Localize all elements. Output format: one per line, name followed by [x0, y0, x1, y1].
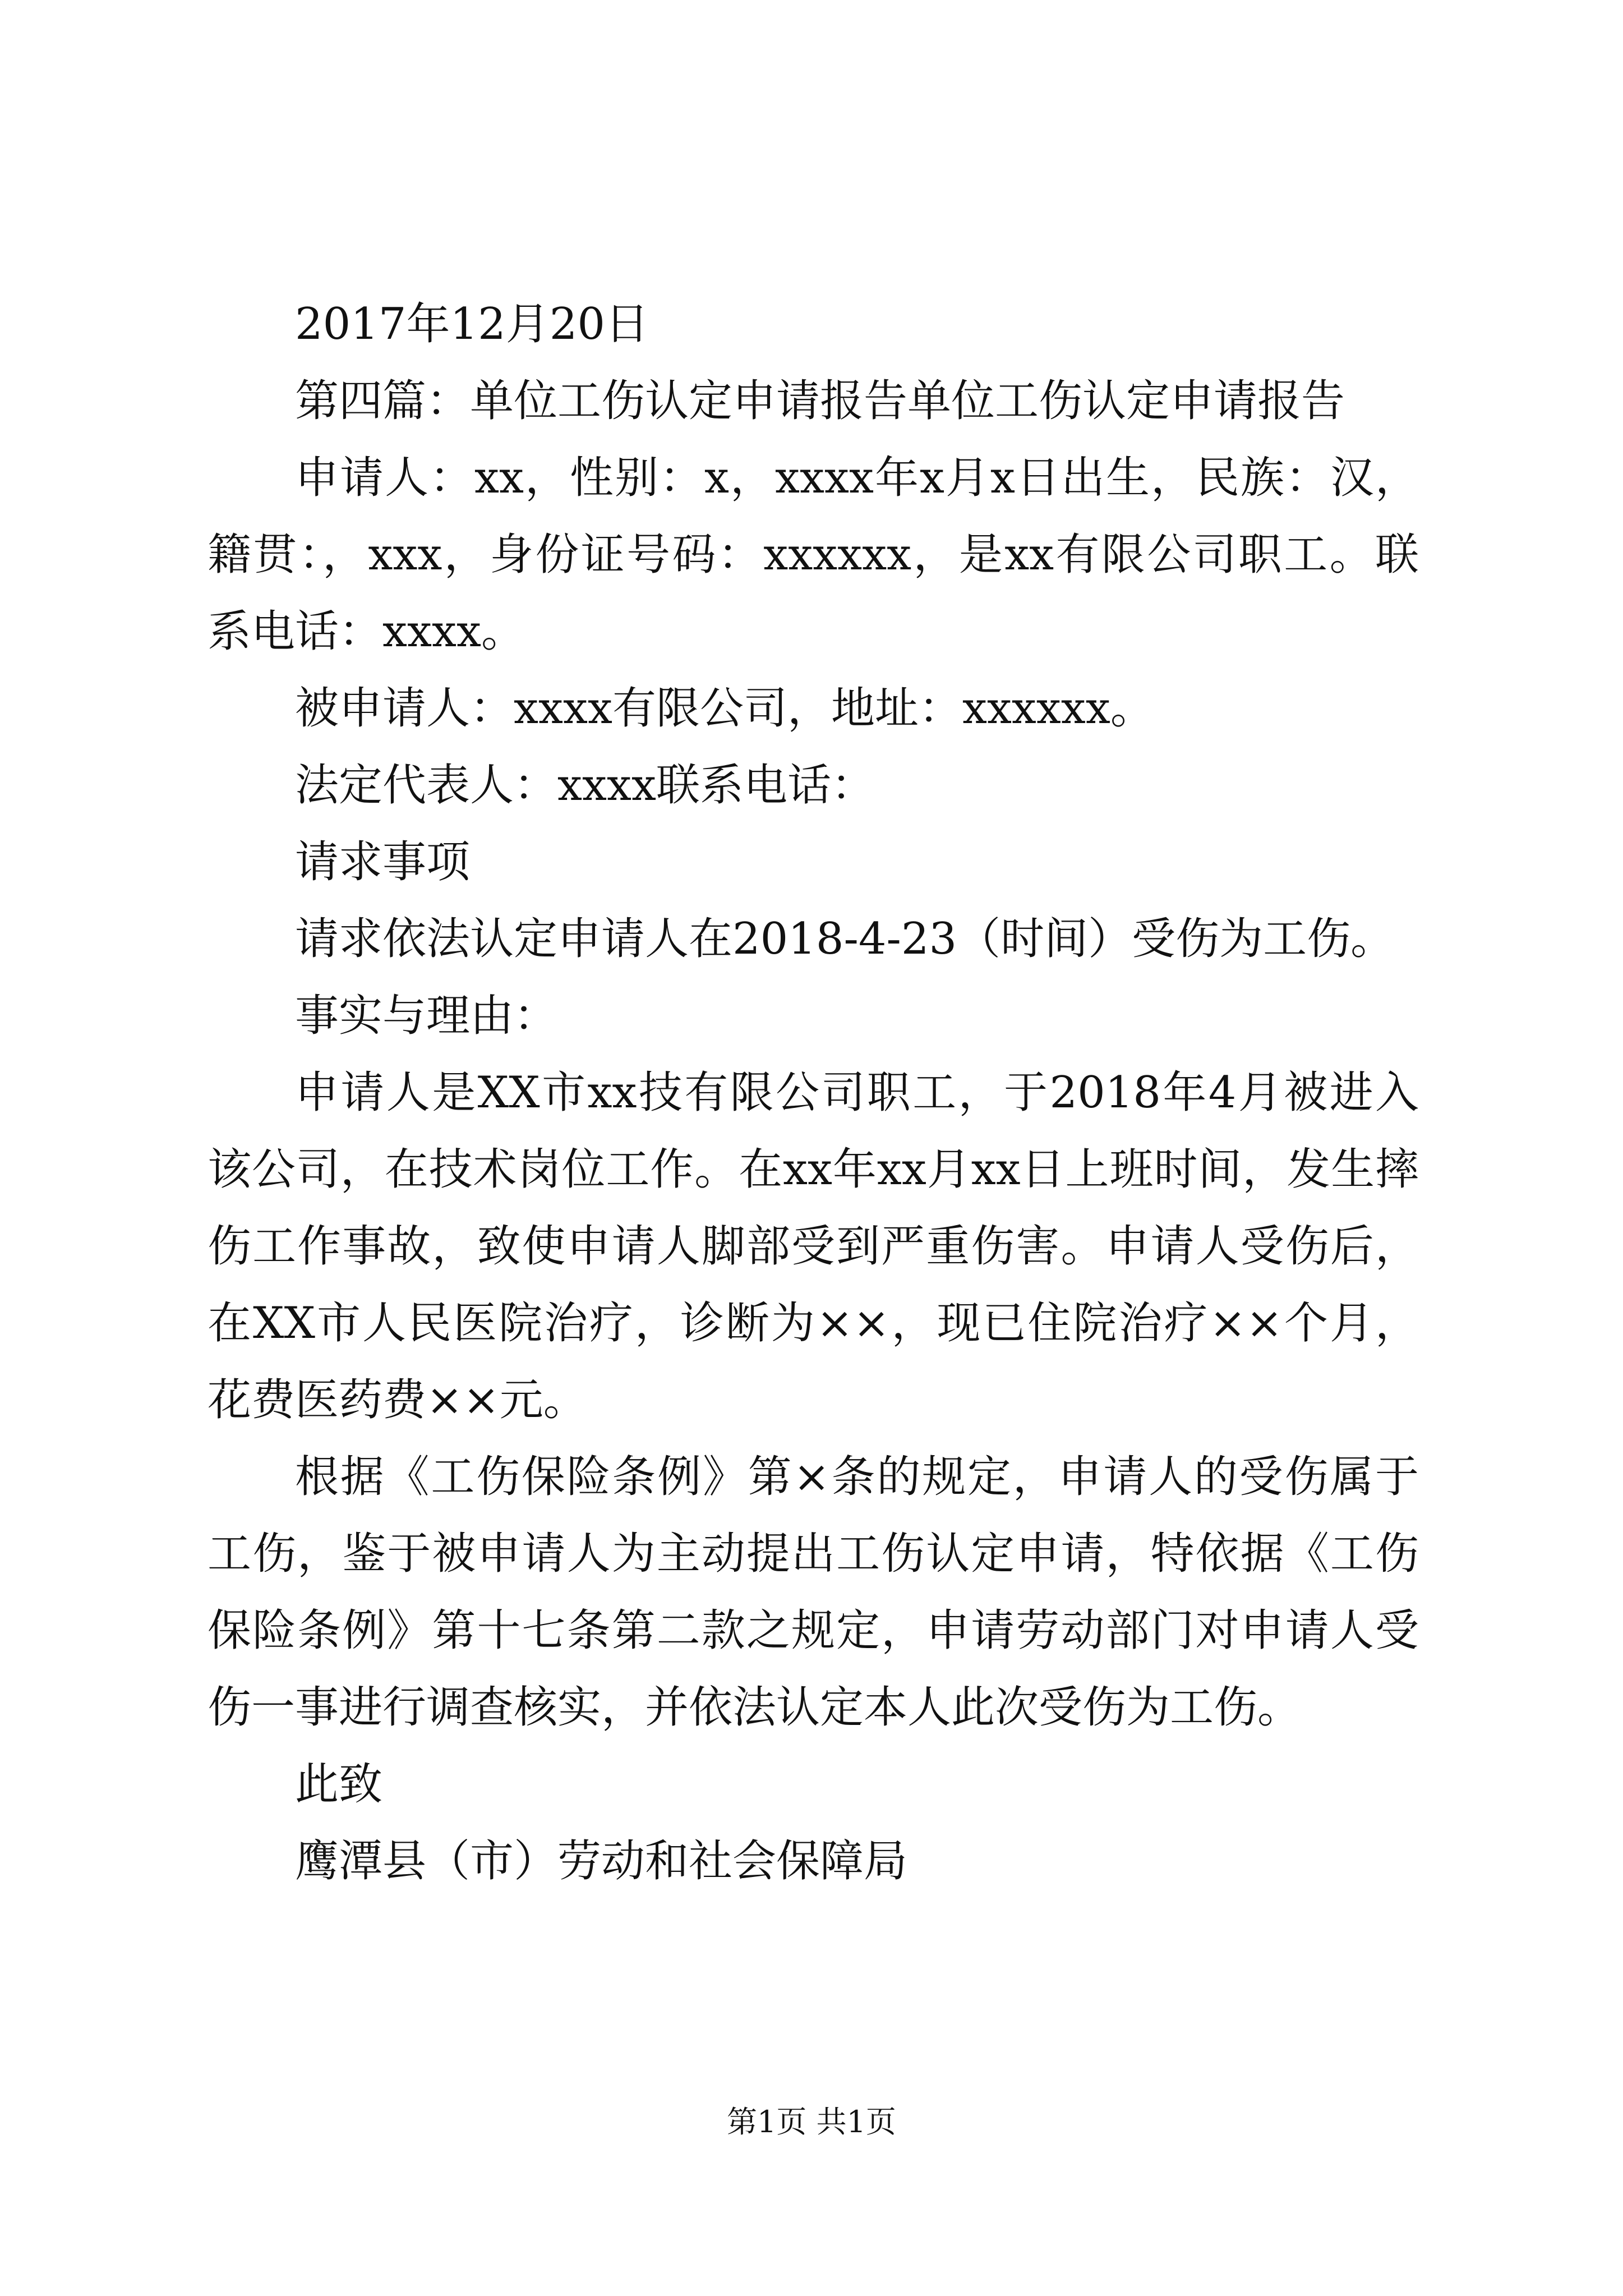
legal-representative-paragraph: 法定代表人：xxxx联系电话： [295, 760, 875, 811]
legal-basis-paragraph: 根据《工伤保险条例》第×条的规定，申请人的受伤属于工伤，鉴于被申请人为主动提出工伤认定申请，特依据《工伤保险条例》第十七条第二款之规定，申请劳动部门对申请人受伤一事进行调查核实，并依法认定本人此次受伤为工伤。 [208, 1452, 1419, 1733]
page-footer: 第1页 共1页 [727, 2104, 896, 2139]
facts-paragraph: 申请人是XX市xx技有限公司职工，于2018年4月被进入该公司，在技术岗位工作。在xx年xx月xx日上班时间，发生摔伤工作事故，致使申请人脚部受到严重伤害。申请人受伤后，在XX市人民医院治疗，诊断为××，现已住院治疗××个月，花费医药费××元。 [208, 1068, 1419, 1425]
request-paragraph: 请求依法认定申请人在2018-4-23（时间）受伤为工伤。 [295, 914, 1395, 964]
section-title: 第四篇：单位工伤认定申请报告单位工伤认定申请报告 [295, 376, 1345, 426]
recipient-line: 鹰潭县（市）劳动和社会保障局 [295, 1836, 908, 1887]
respondent-paragraph: 被申请人：xxxx有限公司，地址：xxxxxx。 [295, 683, 1154, 734]
closing-salutation: 此致 [295, 1759, 383, 1810]
document-body [208, 286, 1419, 1900]
request-heading: 请求事项 [295, 837, 471, 887]
date-line: 2017年12月20日 [295, 299, 649, 349]
facts-heading: 事实与理由： [295, 991, 558, 1041]
applicant-paragraph: 申请人：xx，性别：x，xxxx年x月x日出生，民族：汉，籍贯：，xxx，身份证号码：xxxxxx，是xx有限公司职工。联系电话：xxxx。 [208, 453, 1419, 657]
